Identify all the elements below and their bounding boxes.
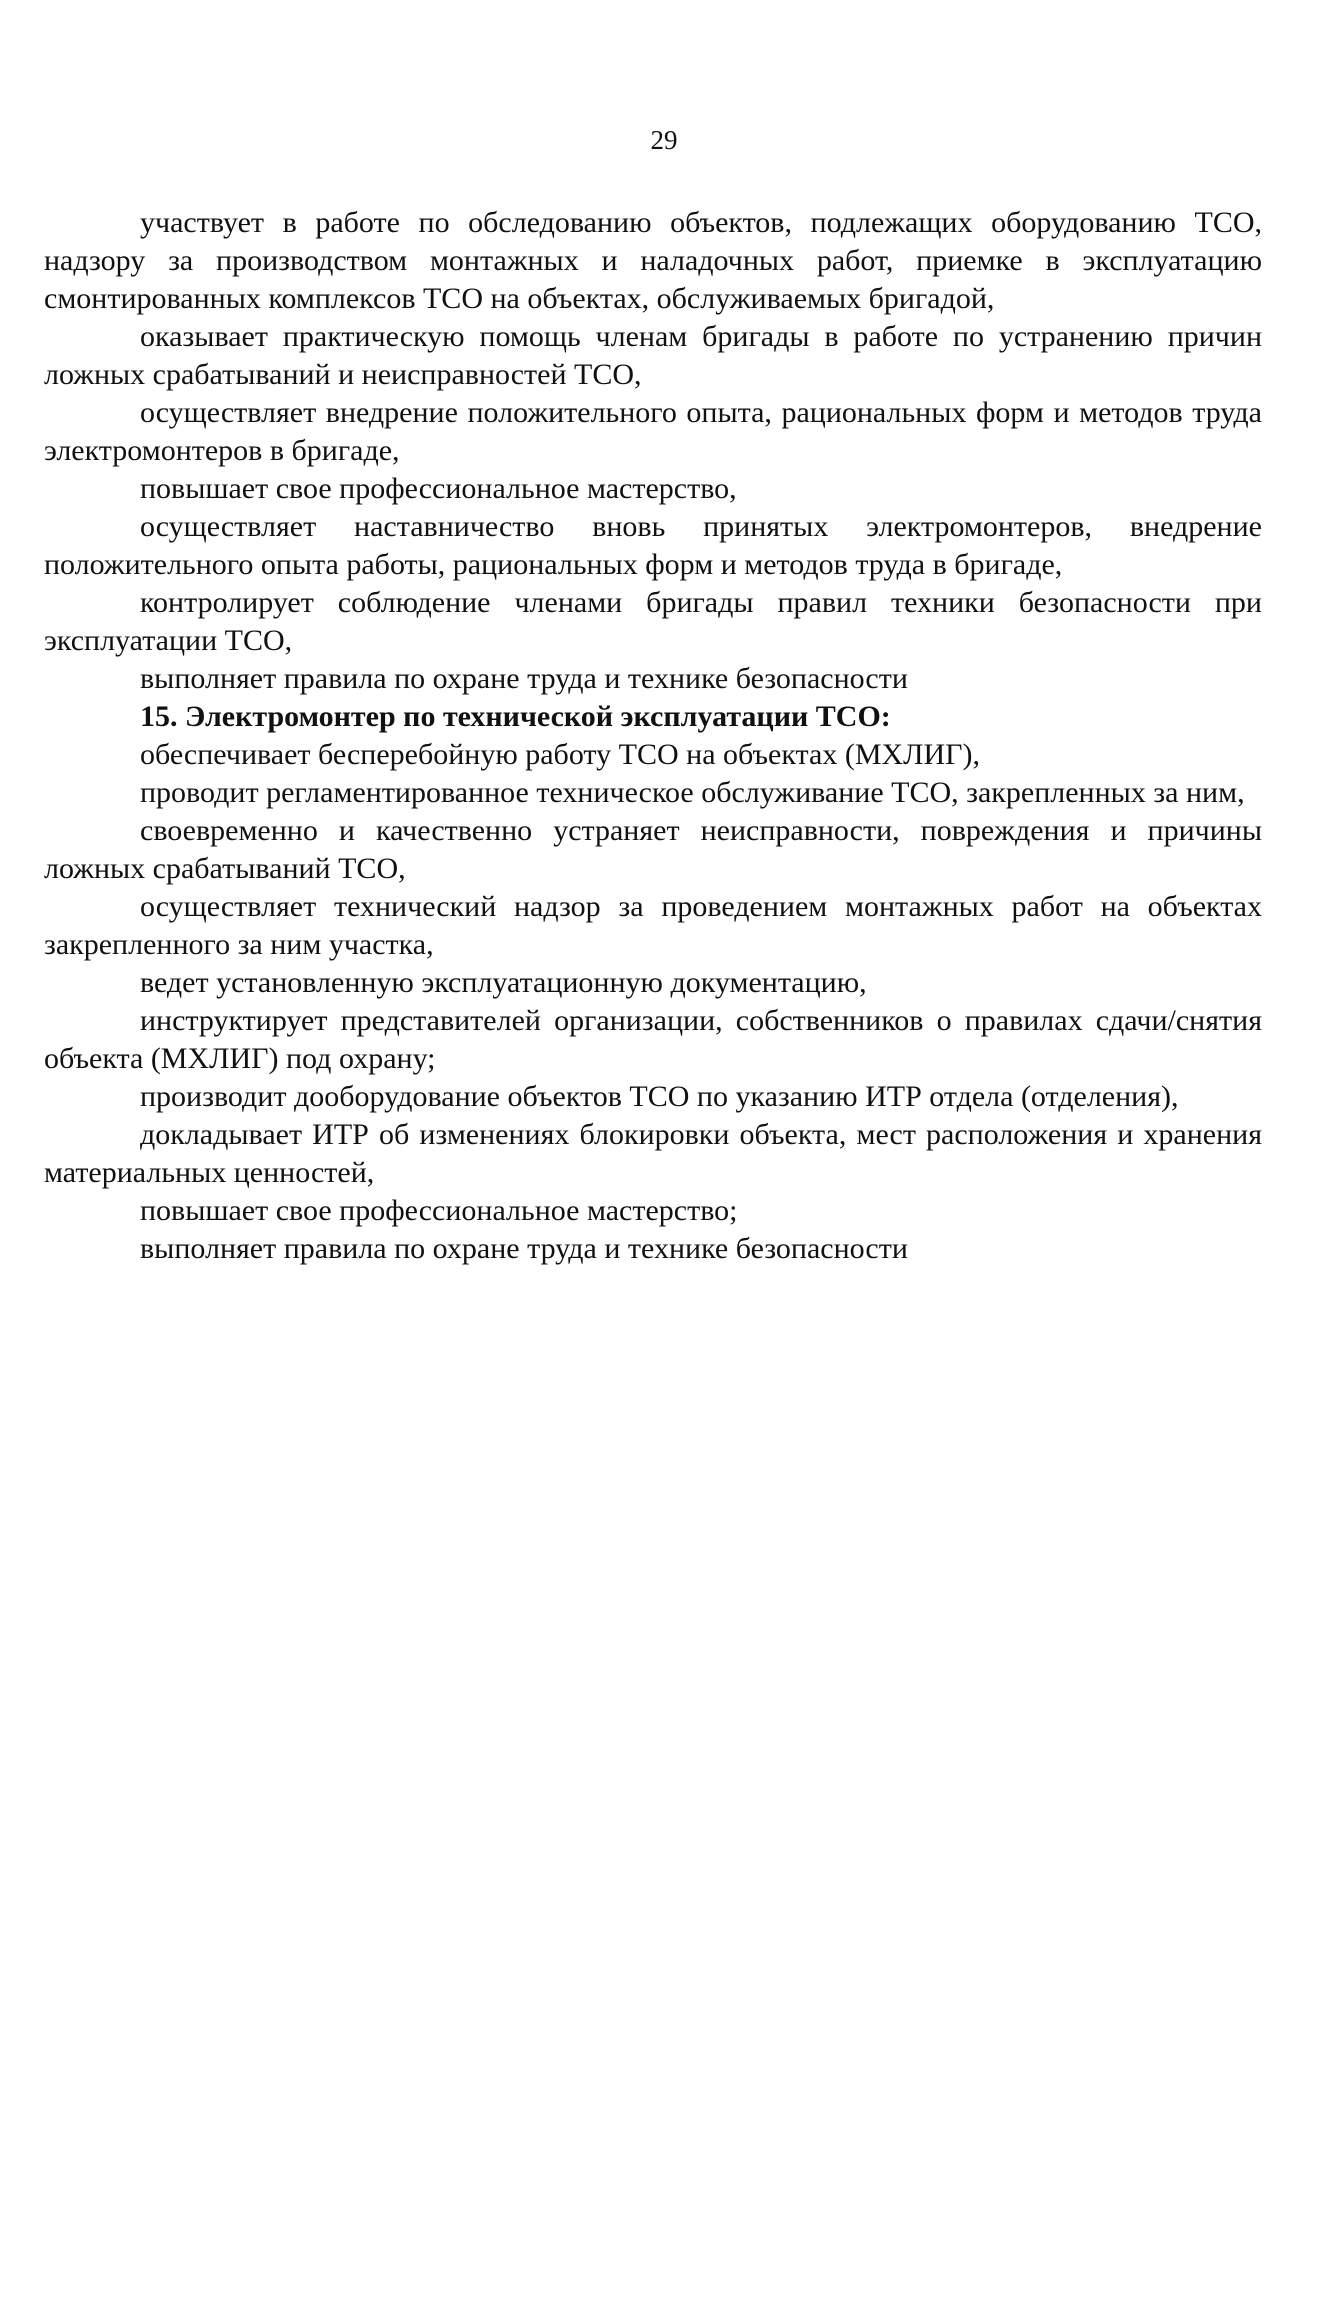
paragraph: инструктирует представителей организации, собственников о правилах сдачи/снятия объекта (МХЛИГ) под охрану; [44, 1004, 1262, 1075]
paragraph: оказывает практическую помощь членам бригады в работе по устранению причин ложных срабатываний и неисправностей ТСО, [44, 320, 1262, 391]
paragraph: осуществляет наставничество вновь принятых электромонтеров, внедрение положительного опыта работы, рациональных форм и методов труда в бригаде, [44, 510, 1262, 581]
document-body [44, 204, 1262, 1268]
paragraph: ведет установленную эксплуатационную документацию, [140, 966, 867, 999]
paragraph: участвует в работе по обследованию объектов, подлежащих оборудованию ТСО, надзору за производством монтажных и наладочных работ, приемке в эксплуатацию смонтированных комплексов ТСО на объектах, обслуживаемых бригадой, [44, 206, 1262, 315]
paragraph: обеспечивает бесперебойную работу ТСО на объектах (МХЛИГ), [140, 738, 980, 771]
paragraph: своевременно и качественно устраняет неисправности, повреждения и причины ложных срабатываний ТСО, [44, 814, 1262, 885]
paragraph: контролирует соблюдение членами бригады правил техники безопасности при эксплуатации ТСО, [44, 586, 1262, 657]
paragraph: докладывает ИТР об изменениях блокировки объекта, мест расположения и хранения материальных ценностей, [44, 1118, 1262, 1189]
paragraph: повышает свое профессиональное мастерство, [140, 472, 737, 505]
paragraph: выполняет правила по охране труда и технике безопасности [140, 1232, 908, 1265]
paragraph: выполняет правила по охране труда и технике безопасности [140, 662, 908, 695]
paragraph: производит дооборудование объектов ТСО по указанию ИТР отдела (отделения), [140, 1080, 1179, 1113]
paragraph: осуществляет технический надзор за проведением монтажных работ на объектах закрепленного за ним участка, [44, 890, 1262, 961]
paragraph: повышает свое профессиональное мастерство; [140, 1194, 738, 1227]
paragraph: проводит регламентированное техническое обслуживание ТСО, закрепленных за ним, [140, 776, 1245, 809]
paragraph: осуществляет внедрение положительного опыта, рациональных форм и методов труда электромонтеров в бригаде, [44, 396, 1262, 467]
page-number: 29 [650, 125, 678, 155]
section-heading: 15. Электромонтер по технической эксплуатации ТСО: [140, 700, 891, 733]
